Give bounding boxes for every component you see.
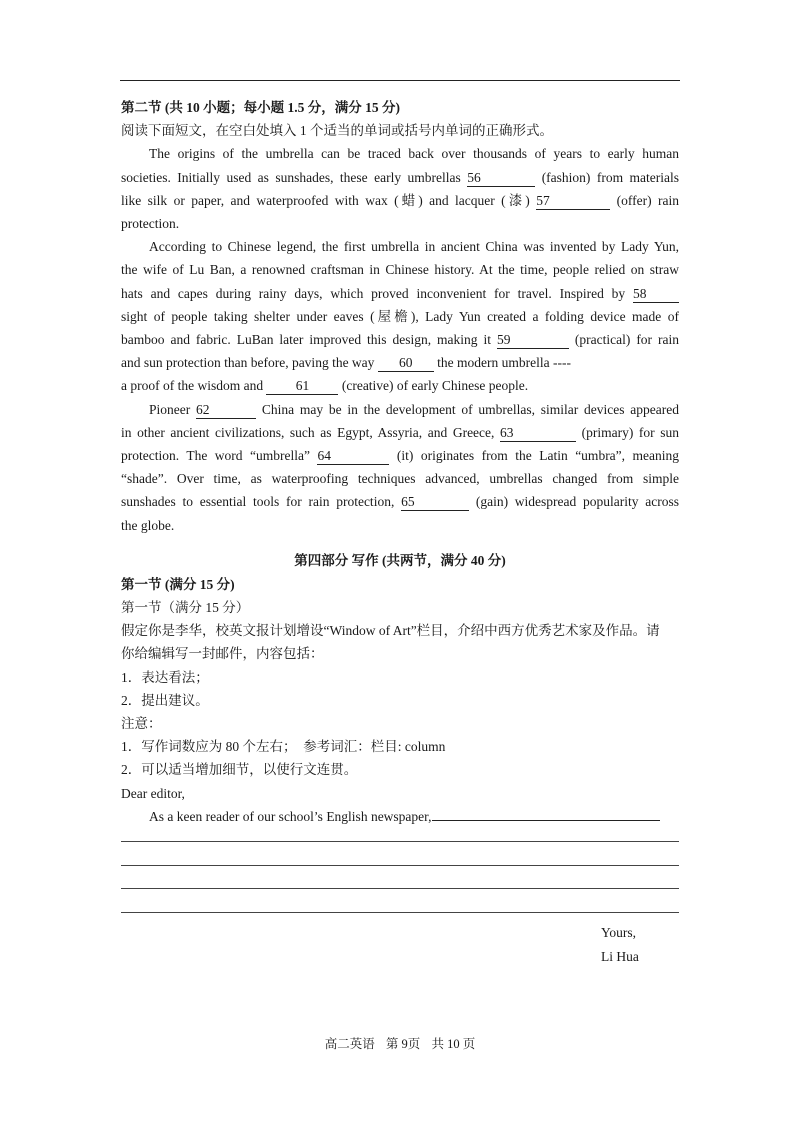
letter-closing: Yours, [601,924,637,940]
passage-line: hats and capes during rainy days, which proved inconvenient for travel. Inspired by 58 [121,282,679,305]
page-footer [0,1036,800,1052]
passage-line: protection. [121,216,180,232]
blank-56: 56 [467,169,535,187]
passage-line: bamboo and fabric. LuBan later improved this design, making it 59 (practical) for rain [121,332,679,348]
top-divider [120,80,680,81]
blank-62: 62 [196,401,256,419]
letter-opening: As a keen reader of our school’s English newspaper, [121,805,679,828]
passage-line: “shade”. Over time, as waterproofing techniques advanced, umbrellas changed from simple [121,471,679,487]
passage-line: The origins of the umbrella can be traced back over thousands of years to early human [149,146,679,162]
note-label: 注意： [121,716,162,732]
answer-line[interactable] [121,888,679,889]
passage-line: like silk or paper, and waterproofed with wax (蜡) and lacquer (漆) 57 (offer) rain [121,192,680,208]
passage-line: protection. The word “umbrella” 64 (it) originates from the Latin “umbra”, meaning [121,448,679,464]
answer-line[interactable] [121,841,679,842]
passage-line: Pioneer 62 China may be in the development of umbrellas, similar devices appeared [149,401,680,417]
passage-line: According to Chinese legend, the first umbrella in ancient China was invented by Lady Yun, [149,239,679,255]
letter-signature: Li Hua [601,948,639,964]
blank-64: 64 [317,447,389,465]
requirement-item: 1．表达看法； [121,669,209,685]
passage-line: and sun protection than before, paving the way 60 the modern umbrella ---- [121,355,571,371]
exam-page-content [121,96,679,969]
section1-heading: 第一节 (满分 15 分) [121,576,235,592]
answer-line[interactable] [432,820,660,821]
blank-59: 59 [497,331,569,349]
part4-heading: 第四部分 写作 (共两节，满分 40 分) [294,552,506,568]
section2-heading: 第二节 (共 10 小题；每小题 1.5 分，满分 15 分) [121,100,400,115]
writing-prompt: 你给编辑写一封邮件，内容包括： [121,646,324,662]
passage-line: the wife of Lu Ban, a renowned craftsman in Chinese history. At the time, people relied on straw [121,262,679,278]
footer-page-number: 第 9页 [385,1037,421,1051]
blank-63: 63 [500,424,576,442]
blank-61: 61 [266,377,338,395]
note-item: 1．写作词数应为 80 个左右； 参考词汇：栏目: column [121,739,446,755]
footer-total-pages: 共 10 页 [431,1037,476,1051]
answer-line[interactable] [121,865,679,866]
writing-prompt: 假定你是李华，校英文报计划增设“Window of Art”栏目，介绍中西方优秀艺术家及作品。请 [121,623,660,639]
letter-salutation: Dear editor, [121,785,185,801]
section1-subheading: 第一节（满分 15 分） [121,600,250,616]
note-item: 2．可以适当增加细节，以使行文连贯。 [121,762,358,778]
requirement-item: 2．提出建议。 [121,692,209,708]
passage-line: the globe. [121,517,175,533]
blank-60: 60 [378,354,434,372]
section2-instruction: 阅读下面短文，在空白处填入 1 个适当的单词或括号内单词的正确形式。 [121,123,553,139]
blank-65: 65 [401,493,469,511]
answer-line[interactable] [121,912,679,913]
passage-line: in other ancient civilizations, such as Egypt, Assyria, and Greece, 63 (primary) for sun [121,424,680,440]
blank-57: 57 [536,192,610,210]
passage-line: a proof of the wisdom and 61 (creative) of early Chinese people. [121,378,529,394]
passage-line: societies. Initially used as sunshades, these early umbrellas 56 (fashion) from materials [121,169,680,185]
blank-58: 58 [633,285,679,303]
footer-subject: 高二英语 [324,1037,375,1051]
passage-line: sunshades to essential tools for rain protection, 65 (gain) widespread popularity across [121,494,680,510]
passage-line: sight of people taking shelter under eaves (屋檐), Lady Yun created a folding device made of [121,308,679,324]
